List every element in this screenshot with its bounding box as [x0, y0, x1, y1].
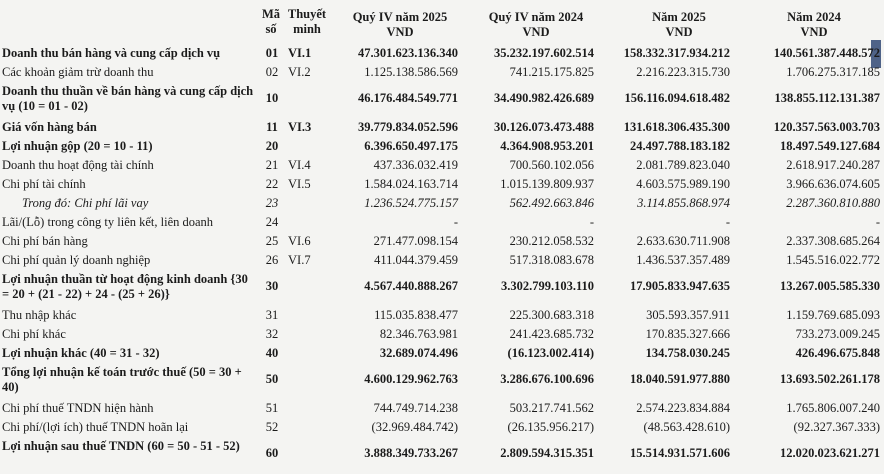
value-year-2024: 18.497.549.127.684	[780, 139, 880, 153]
table-row	[0, 63, 884, 82]
value-q4-2024: 230.212.058.532	[509, 234, 594, 248]
value-year-2025: 15.514.931.571.606	[630, 446, 730, 460]
row-label: Chi phí khác	[2, 327, 66, 341]
table-row	[0, 437, 884, 473]
row-note: VI.7	[288, 253, 311, 267]
value-q4-2024: (26.135.956.217)	[507, 420, 594, 434]
header-code-line2: số	[265, 22, 277, 36]
row-label: Thu nhập khác	[2, 308, 77, 322]
value-year-2025: 2.216.223.315.730	[636, 65, 730, 79]
header-q4-2025	[338, 10, 462, 40]
value-year-2025: -	[725, 215, 730, 229]
header-year-2024-unit: VND	[800, 25, 828, 39]
value-q4-2025: 115.035.838.477	[374, 308, 458, 322]
row-note: VI.4	[288, 158, 311, 172]
header-code-line1: Mã	[261, 7, 281, 21]
value-year-2024: 12.020.023.621.271	[780, 446, 880, 460]
value-year-2024: 1.159.769.685.093	[786, 308, 880, 322]
value-q4-2025: 4.567.440.888.267	[364, 279, 458, 293]
row-code: 22	[265, 177, 279, 191]
value-q4-2025: 1.584.024.163.714	[364, 177, 458, 191]
value-q4-2025: 1.125.138.586.569	[364, 65, 458, 79]
row-label: Lợi nhuận khác (40 = 31 - 32)	[2, 346, 160, 360]
value-q4-2025: 39.779.834.052.596	[358, 120, 458, 134]
value-q4-2025: 744.749.714.238	[373, 401, 458, 415]
header-code	[258, 7, 284, 37]
value-year-2024: 733.273.009.245	[795, 327, 880, 341]
row-label: Giá vốn hàng bán	[2, 120, 97, 134]
value-year-2024: 140.561.387.448.572	[773, 46, 880, 60]
row-label: Tổng lợi nhuận kế toán trước thuế (50 = 30 + 40)	[2, 365, 242, 394]
table-row	[0, 363, 884, 399]
value-year-2025: 2.081.789.823.040	[636, 158, 730, 172]
row-label: Chi phí/(lợi ích) thuế TNDN hoãn lại	[2, 420, 189, 434]
value-q4-2024: 2.809.594.315.351	[500, 446, 594, 460]
value-year-2025: 17.905.833.947.635	[630, 279, 730, 293]
value-q4-2025: 46.176.484.549.771	[358, 91, 458, 105]
row-code: 31	[265, 308, 279, 322]
value-q4-2025: 1.236.524.775.157	[364, 196, 458, 210]
value-year-2024: 2.618.917.240.287	[786, 158, 880, 172]
value-q4-2024: 3.286.676.100.696	[500, 372, 594, 386]
header-q4-2024-unit: VND	[522, 25, 550, 39]
header-q4-2025-title: Quý IV năm 2025	[352, 10, 448, 24]
row-code: 40	[265, 346, 279, 360]
row-label: Doanh thu hoạt động tài chính	[2, 158, 154, 172]
value-year-2024: 1.706.275.317.185	[786, 65, 880, 79]
row-code: 50	[265, 372, 279, 386]
row-label: Doanh thu bán hàng và cung cấp dịch vụ	[2, 46, 221, 60]
table-row	[0, 418, 884, 437]
row-code: 23	[265, 196, 279, 210]
row-code: 20	[265, 139, 279, 153]
row-note: VI.5	[288, 177, 311, 191]
value-q4-2024: 30.126.073.473.488	[494, 120, 594, 134]
value-year-2024: 120.357.563.003.703	[773, 120, 880, 134]
value-year-2025: (48.563.428.610)	[643, 420, 730, 434]
table-row	[0, 82, 884, 118]
row-code: 52	[265, 420, 279, 434]
value-q4-2025: 32.689.074.496	[379, 346, 458, 360]
header-note-line1: Thuyết	[287, 7, 327, 21]
header-note-line2: minh	[293, 22, 321, 36]
row-code: 25	[265, 234, 279, 248]
value-q4-2024: 241.423.685.732	[509, 327, 594, 341]
table-row	[0, 44, 884, 63]
row-label: Chi phí quản lý doanh nghiệp	[2, 253, 151, 267]
value-q4-2024: 3.302.799.103.110	[500, 279, 594, 293]
table-row	[0, 118, 884, 137]
row-code: 10	[265, 91, 279, 105]
value-year-2025: 305.593.357.911	[646, 308, 730, 322]
table-row	[0, 344, 884, 363]
header-year-2024	[752, 10, 876, 40]
value-year-2025: 134.758.030.245	[645, 346, 730, 360]
value-year-2024: 3.966.636.074.605	[786, 177, 880, 191]
row-code: 30	[265, 279, 279, 293]
value-year-2025: 18.040.591.977.880	[630, 372, 730, 386]
value-q4-2024: 34.490.982.426.689	[494, 91, 594, 105]
value-q4-2024: 4.364.908.953.201	[500, 139, 594, 153]
value-q4-2024: 1.015.139.809.937	[500, 177, 594, 191]
header-q4-2025-unit: VND	[386, 25, 414, 39]
income-statement-table	[0, 44, 884, 473]
value-q4-2024: 503.217.741.562	[509, 401, 594, 415]
value-year-2024: 13.693.502.261.178	[780, 372, 880, 386]
value-year-2024: (92.327.367.333)	[793, 420, 880, 434]
table-row	[0, 232, 884, 251]
value-q4-2025: 6.396.650.497.175	[364, 139, 458, 153]
value-year-2024: 2.287.360.810.880	[786, 196, 880, 210]
row-label: Lãi/(Lỗ) trong công ty liên kết, liên doanh	[2, 215, 214, 229]
value-q4-2024: 700.560.102.056	[509, 158, 594, 172]
value-year-2025: 4.603.575.989.190	[636, 177, 730, 191]
value-year-2025: 24.497.788.183.182	[630, 139, 730, 153]
table-row	[0, 156, 884, 175]
row-note: VI.1	[288, 46, 312, 60]
table-row	[0, 194, 884, 213]
value-q4-2024: 225.300.683.318	[509, 308, 594, 322]
table-row	[0, 175, 884, 194]
value-q4-2024: 562.492.663.846	[509, 196, 594, 210]
header-year-2025	[617, 10, 741, 40]
value-q4-2024: (16.123.002.414)	[507, 346, 594, 360]
row-code: 60	[265, 446, 279, 460]
header-q4-2024-title: Quý IV năm 2024	[488, 10, 584, 24]
row-label: Lợi nhuận thuần từ hoạt động kinh doanh {30 = 20 + (21 - 22) + 24 - (25 + 26)}	[2, 272, 248, 301]
value-q4-2025: (32.969.484.742)	[371, 420, 458, 434]
value-year-2024: 138.855.112.131.387	[774, 91, 880, 105]
row-label: Chi phí bán hàng	[2, 234, 88, 248]
row-code: 11	[266, 120, 278, 134]
table-row	[0, 213, 884, 232]
row-label: Lợi nhuận gộp (20 = 10 - 11)	[2, 139, 153, 153]
row-label: Trong đó: Chi phí lãi vay	[22, 196, 149, 210]
row-code: 26	[265, 253, 279, 267]
header-year-2025-unit: VND	[665, 25, 693, 39]
table-header	[0, 0, 884, 44]
value-year-2025: 131.618.306.435.300	[623, 120, 730, 134]
table-row	[0, 306, 884, 325]
value-q4-2025: -	[453, 215, 458, 229]
table-row	[0, 325, 884, 344]
row-code: 02	[265, 65, 279, 79]
value-q4-2024: -	[589, 215, 594, 229]
value-year-2025: 170.835.327.666	[645, 327, 730, 341]
value-year-2024: 2.337.308.685.264	[786, 234, 880, 248]
value-q4-2025: 271.477.098.154	[373, 234, 458, 248]
value-year-2024: -	[875, 215, 880, 229]
value-year-2025: 3.114.855.868.974	[637, 196, 730, 210]
row-note: VI.2	[288, 65, 311, 79]
table-row	[0, 251, 884, 270]
header-year-2024-title: Năm 2024	[787, 10, 841, 24]
row-code: 24	[265, 215, 279, 229]
header-q4-2024	[474, 10, 598, 40]
value-year-2024: 13.267.005.585.330	[780, 279, 880, 293]
row-note: VI.3	[288, 120, 312, 134]
value-year-2025: 156.116.094.618.482	[624, 91, 730, 105]
header-year-2025-title: Năm 2025	[652, 10, 706, 24]
row-label: Chi phí thuế TNDN hiện hành	[2, 401, 154, 415]
value-q4-2025: 4.600.129.962.763	[364, 372, 458, 386]
table-row	[0, 399, 884, 418]
row-code: 21	[265, 158, 279, 172]
value-q4-2024: 35.232.197.602.514	[494, 46, 594, 60]
value-year-2025: 2.633.630.711.908	[636, 234, 730, 248]
value-year-2024: 426.496.675.848	[795, 346, 880, 360]
value-year-2024: 1.545.516.022.772	[786, 253, 880, 267]
table-row	[0, 137, 884, 156]
value-q4-2024: 741.215.175.825	[509, 65, 594, 79]
row-code: 01	[265, 46, 279, 60]
value-year-2025: 2.574.223.834.884	[636, 401, 730, 415]
header-note	[282, 7, 332, 37]
value-q4-2025: 411.044.379.459	[374, 253, 458, 267]
value-year-2025: 1.436.537.357.489	[636, 253, 730, 267]
row-label: Lợi nhuận sau thuế TNDN (60 = 50 - 51 - 52)	[2, 439, 240, 453]
value-q4-2025: 3.888.349.733.267	[364, 446, 458, 460]
value-q4-2025: 47.301.623.136.340	[358, 46, 458, 60]
value-year-2025: 158.332.317.934.212	[623, 46, 730, 60]
value-q4-2024: 517.318.083.678	[509, 253, 594, 267]
value-year-2024: 1.765.806.007.240	[786, 401, 880, 415]
row-label: Các khoản giảm trừ doanh thu	[2, 65, 154, 79]
value-q4-2025: 437.336.032.419	[373, 158, 458, 172]
row-label: Doanh thu thuần về bán hàng và cung cấp dịch vụ (10 = 01 - 02)	[2, 84, 254, 113]
row-code: 51	[265, 401, 279, 415]
table-row	[0, 270, 884, 306]
row-code: 32	[265, 327, 279, 341]
row-label: Chi phí tài chính	[2, 177, 86, 191]
value-q4-2025: 82.346.763.981	[379, 327, 458, 341]
row-note: VI.6	[288, 234, 311, 248]
